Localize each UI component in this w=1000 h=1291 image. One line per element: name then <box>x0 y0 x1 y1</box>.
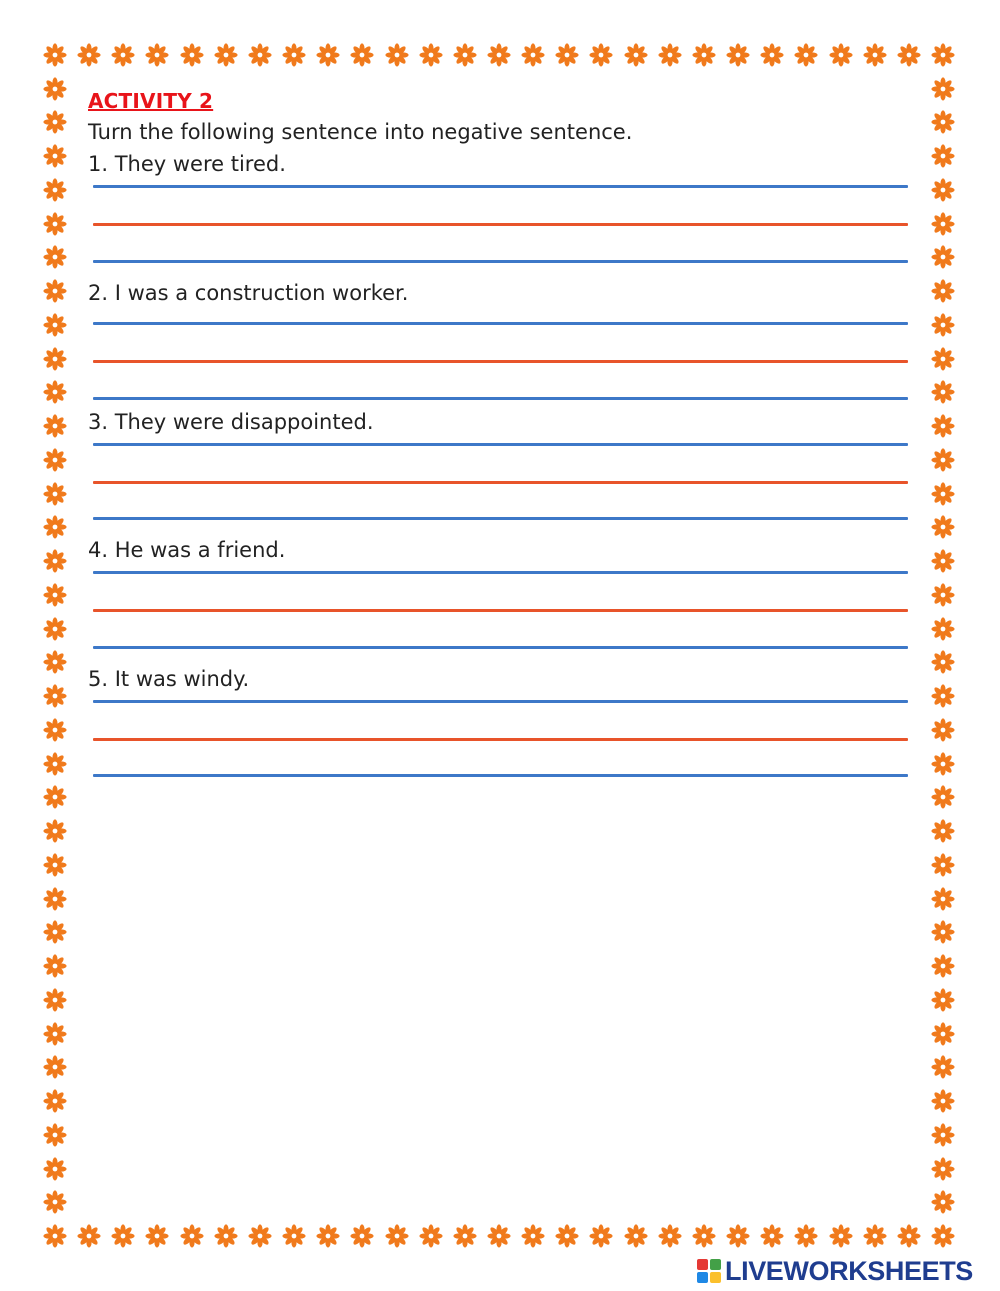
flower-icon <box>43 212 67 236</box>
question-1 <box>88 152 908 262</box>
flower-icon <box>794 1224 818 1248</box>
flower-icon <box>43 43 67 67</box>
flower-icon <box>111 1224 135 1248</box>
flower-icon <box>43 1022 67 1046</box>
flower-icon <box>521 43 545 67</box>
flower-icon <box>692 43 716 67</box>
flower-icon <box>43 110 67 134</box>
flower-icon <box>43 380 67 404</box>
question-5 <box>88 667 908 777</box>
flower-icon <box>43 650 67 674</box>
flower-icon <box>863 1224 887 1248</box>
flower-icon <box>931 43 955 67</box>
flower-icon <box>419 1224 443 1248</box>
flower-icon <box>931 1190 955 1214</box>
flower-icon <box>453 1224 477 1248</box>
flower-icon <box>931 1089 955 1113</box>
flower-icon <box>43 1089 67 1113</box>
flower-icon <box>931 752 955 776</box>
question-2 <box>88 281 908 391</box>
flower-icon <box>43 448 67 472</box>
flower-icon <box>931 448 955 472</box>
flower-icon <box>931 380 955 404</box>
flower-icon <box>248 43 272 67</box>
question-text: 4. He was a friend. <box>88 538 286 562</box>
flower-icon <box>316 43 340 67</box>
flower-icon <box>931 785 955 809</box>
answer-line[interactable] <box>93 322 908 325</box>
flower-icon <box>931 920 955 944</box>
flower-icon <box>385 1224 409 1248</box>
flower-icon <box>43 785 67 809</box>
flower-icon <box>589 43 613 67</box>
flower-icon <box>931 650 955 674</box>
flower-icon <box>43 549 67 573</box>
flower-icon <box>248 1224 272 1248</box>
flower-icon <box>897 1224 921 1248</box>
flower-icon <box>931 414 955 438</box>
flower-icon <box>931 245 955 269</box>
flower-icon <box>43 583 67 607</box>
question-4 <box>88 538 908 648</box>
flower-icon <box>931 954 955 978</box>
answer-line[interactable] <box>93 397 908 400</box>
flower-icon <box>43 819 67 843</box>
flower-icon <box>760 43 784 67</box>
question-text: 5. It was windy. <box>88 667 250 691</box>
flower-icon <box>931 583 955 607</box>
answer-line[interactable] <box>93 360 908 363</box>
answer-line[interactable] <box>93 185 908 188</box>
flower-icon <box>931 617 955 641</box>
liveworksheets-logo <box>697 1256 997 1286</box>
flower-icon <box>829 43 853 67</box>
flower-icon <box>931 144 955 168</box>
flower-icon <box>145 1224 169 1248</box>
flower-icon <box>180 43 204 67</box>
flower-icon <box>43 920 67 944</box>
flower-icon <box>726 43 750 67</box>
flower-icon <box>931 1224 955 1248</box>
flower-icon <box>658 1224 682 1248</box>
answer-line[interactable] <box>93 517 908 520</box>
flower-icon <box>931 549 955 573</box>
flower-icon <box>624 1224 648 1248</box>
flower-icon <box>487 43 511 67</box>
flower-icon <box>77 43 101 67</box>
flower-icon <box>145 43 169 67</box>
flower-icon <box>111 43 135 67</box>
flower-icon <box>931 1123 955 1147</box>
flower-icon <box>931 1055 955 1079</box>
answer-line[interactable] <box>93 646 908 649</box>
answer-line[interactable] <box>93 223 908 226</box>
question-text: 1. They were tired. <box>88 152 286 176</box>
flower-icon <box>931 515 955 539</box>
logo-text: LIVEWORKSHEETS <box>725 1256 973 1286</box>
flower-icon <box>931 482 955 506</box>
flower-icon <box>931 1022 955 1046</box>
flower-icon <box>43 1190 67 1214</box>
flower-icon <box>931 853 955 877</box>
flower-icon <box>931 178 955 202</box>
flower-icon <box>43 887 67 911</box>
instruction-text: Turn the following sentence into negative sentence. <box>88 120 633 144</box>
flower-icon <box>931 77 955 101</box>
flower-icon <box>43 1224 67 1248</box>
flower-icon <box>43 752 67 776</box>
flower-icon <box>43 77 67 101</box>
flower-icon <box>931 718 955 742</box>
flower-icon <box>385 43 409 67</box>
flower-icon <box>43 1123 67 1147</box>
answer-line[interactable] <box>93 571 908 574</box>
flower-icon <box>43 954 67 978</box>
flower-icon <box>521 1224 545 1248</box>
flower-icon <box>624 43 648 67</box>
flower-icon <box>43 515 67 539</box>
flower-icon <box>316 1224 340 1248</box>
flower-icon <box>931 279 955 303</box>
flower-icon <box>931 1157 955 1181</box>
flower-icon <box>282 1224 306 1248</box>
question-text: 3. They were disappointed. <box>88 410 374 434</box>
flower-icon <box>43 853 67 877</box>
flower-icon <box>863 43 887 67</box>
answer-line[interactable] <box>93 700 908 703</box>
flower-icon <box>43 1157 67 1181</box>
flower-icon <box>180 1224 204 1248</box>
flower-icon <box>214 43 238 67</box>
flower-icon <box>419 43 443 67</box>
flower-icon <box>350 1224 374 1248</box>
flower-icon <box>43 718 67 742</box>
answer-line[interactable] <box>93 609 908 612</box>
answer-line[interactable] <box>93 774 908 777</box>
flower-icon <box>43 245 67 269</box>
logo-mark-icon <box>697 1259 721 1283</box>
flower-icon <box>931 887 955 911</box>
flower-icon <box>931 313 955 337</box>
flower-icon <box>829 1224 853 1248</box>
question-3 <box>88 410 908 520</box>
flower-icon <box>43 988 67 1012</box>
flower-icon <box>43 279 67 303</box>
flower-icon <box>931 347 955 371</box>
flower-icon <box>43 347 67 371</box>
activity-title: ACTIVITY 2 <box>88 89 214 113</box>
flower-icon <box>43 313 67 337</box>
flower-icon <box>589 1224 613 1248</box>
flower-icon <box>726 1224 750 1248</box>
flower-icon <box>487 1224 511 1248</box>
flower-icon <box>692 1224 716 1248</box>
flower-icon <box>282 43 306 67</box>
flower-icon <box>931 988 955 1012</box>
flower-icon <box>214 1224 238 1248</box>
answer-line[interactable] <box>93 443 908 446</box>
answer-line[interactable] <box>93 260 908 263</box>
question-text: 2. I was a construction worker. <box>88 281 409 305</box>
flower-icon <box>931 819 955 843</box>
flower-icon <box>453 43 477 67</box>
flower-icon <box>43 617 67 641</box>
flower-icon <box>931 212 955 236</box>
flower-icon <box>350 43 374 67</box>
answer-line[interactable] <box>93 738 908 741</box>
flower-icon <box>43 1055 67 1079</box>
flower-icon <box>897 43 921 67</box>
answer-line[interactable] <box>93 481 908 484</box>
flower-icon <box>555 43 579 67</box>
flower-icon <box>77 1224 101 1248</box>
flower-icon <box>43 144 67 168</box>
flower-icon <box>555 1224 579 1248</box>
flower-icon <box>43 684 67 708</box>
flower-icon <box>43 178 67 202</box>
flower-icon <box>931 110 955 134</box>
flower-icon <box>658 43 682 67</box>
flower-icon <box>43 414 67 438</box>
flower-icon <box>43 482 67 506</box>
flower-icon <box>794 43 818 67</box>
flower-icon <box>931 684 955 708</box>
flower-icon <box>760 1224 784 1248</box>
